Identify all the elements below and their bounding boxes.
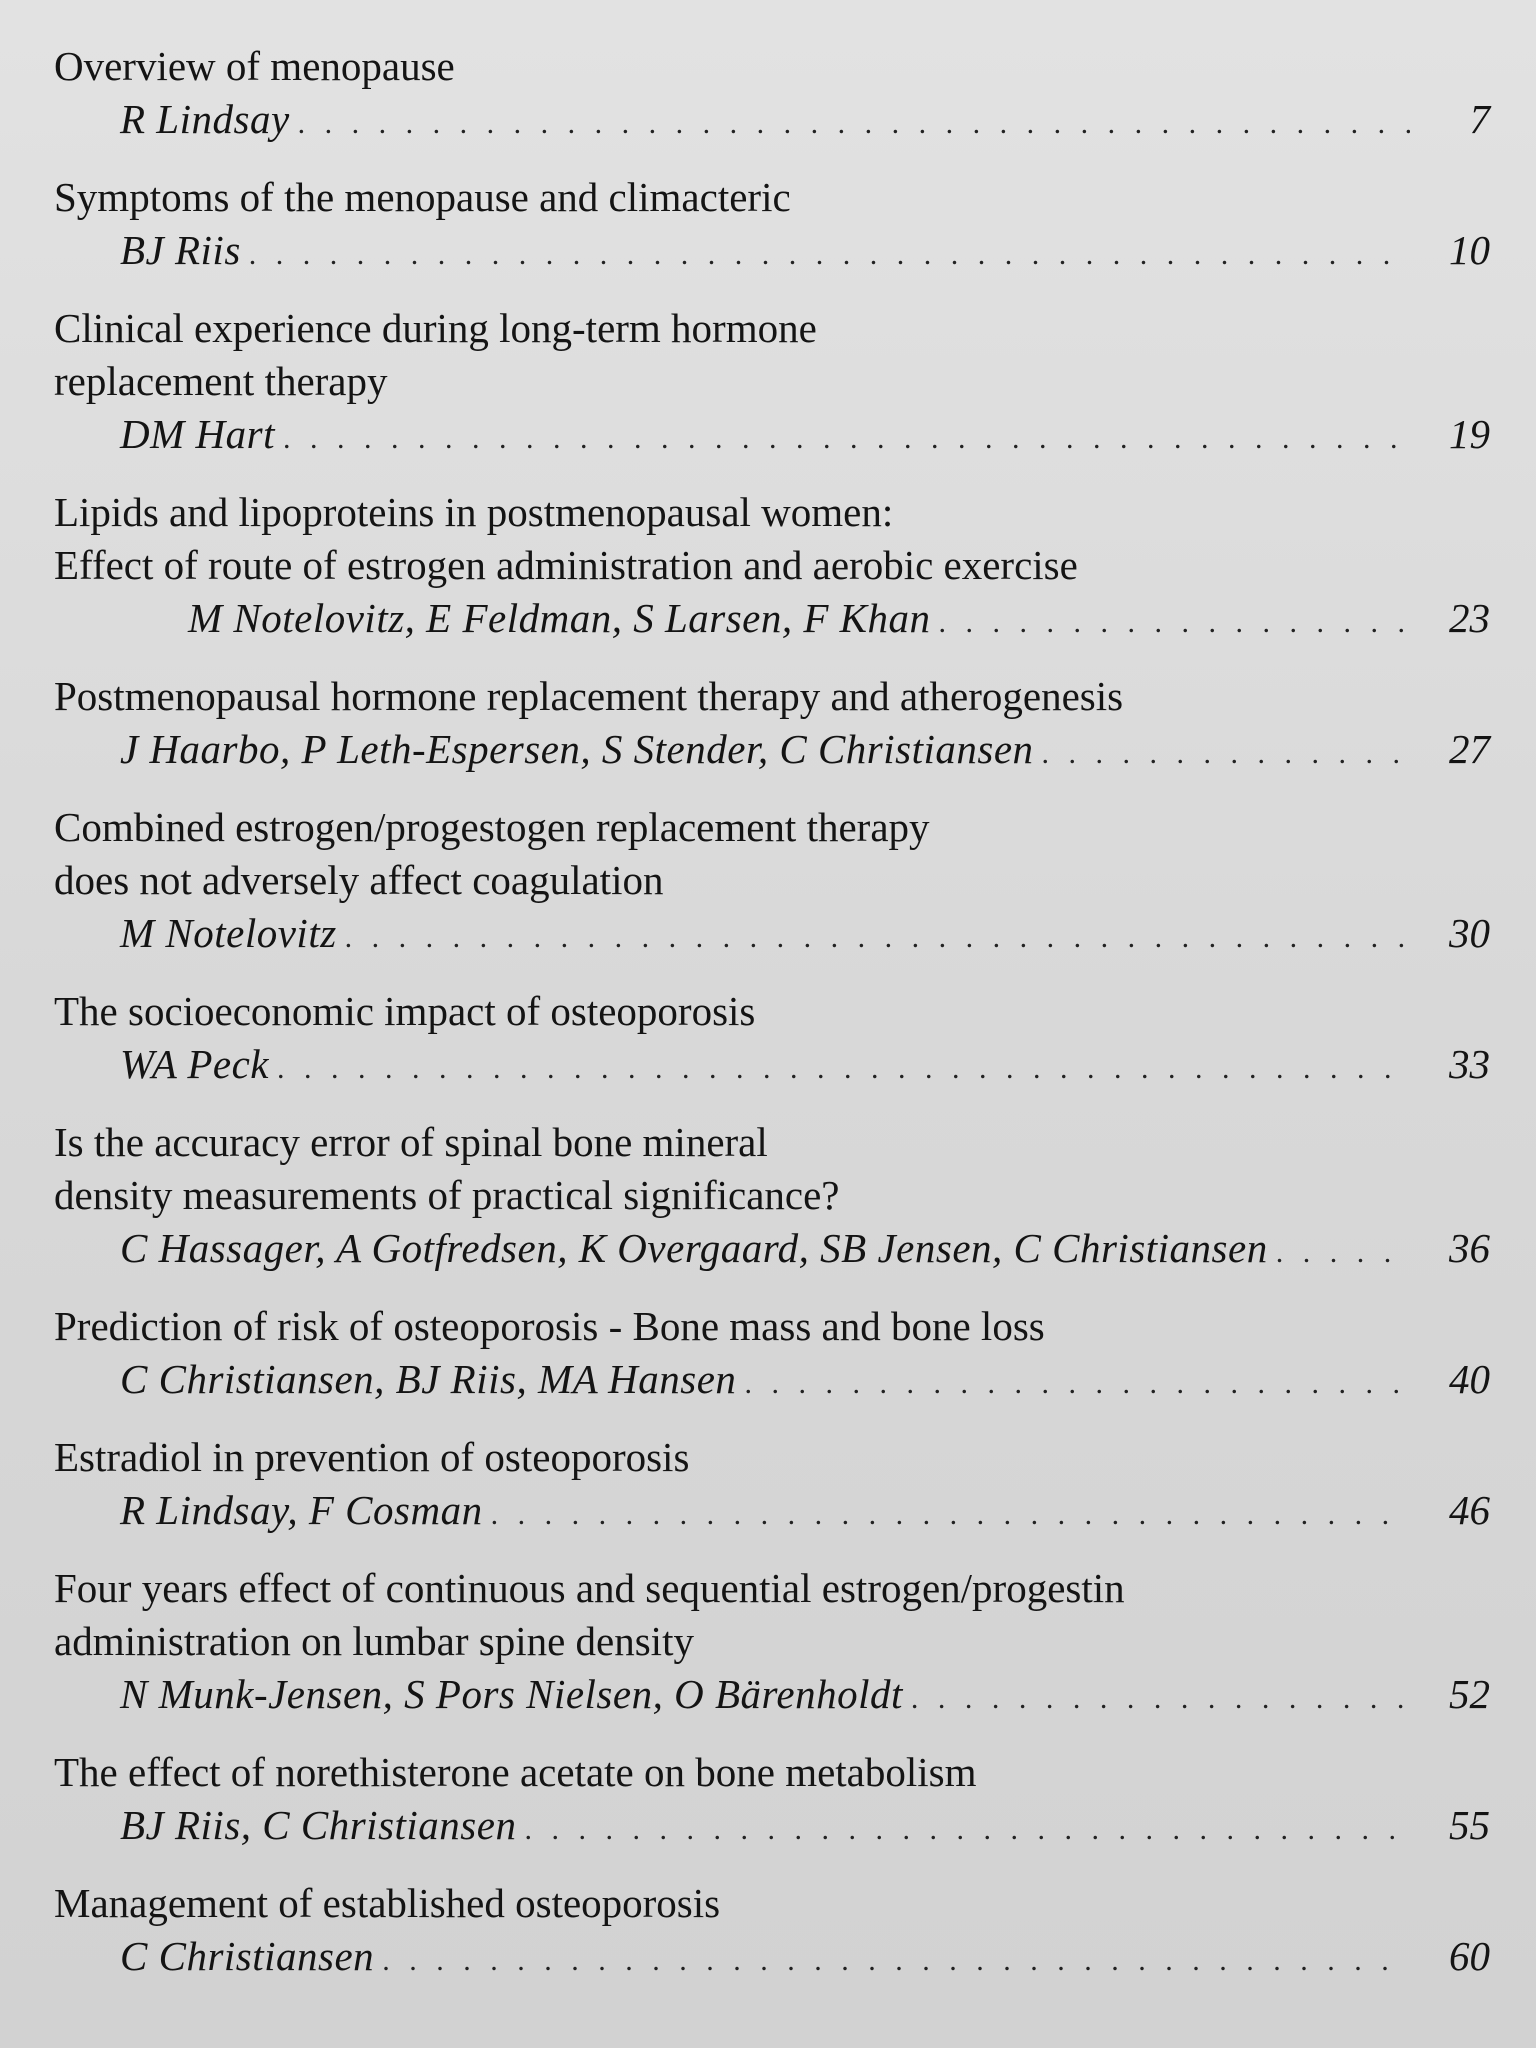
- page-number: 36: [1449, 1225, 1490, 1271]
- entry-title: does not adversely affect coagulation: [54, 857, 664, 903]
- toc-entry: [54, 1746, 1494, 1852]
- entry-authors: N Munk-Jensen, S Pors Nielsen, O Bärenholdt: [120, 1671, 903, 1717]
- toc-entry: [54, 1116, 1494, 1275]
- entry-title: Effect of route of estrogen administration and aerobic exercise: [54, 542, 1078, 588]
- toc-entry: [54, 1562, 1494, 1721]
- page-number: 30: [1449, 910, 1490, 956]
- author-row: [54, 1930, 1494, 1983]
- page-number: 10: [1449, 227, 1490, 273]
- page-number: 27: [1449, 726, 1490, 772]
- page-number: 19: [1449, 411, 1490, 457]
- entry-authors: C Christiansen, BJ Riis, MA Hansen: [120, 1356, 737, 1402]
- entry-title: Combined estrogen/progestogen replacement therapy: [54, 804, 930, 850]
- toc-entry: [54, 670, 1494, 776]
- entry-title: Clinical experience during long-term hormone: [54, 305, 817, 351]
- entry-authors: BJ Riis, C Christiansen: [120, 1802, 517, 1848]
- page-number: 52: [1449, 1671, 1490, 1717]
- author-row: [54, 723, 1494, 776]
- entry-title: density measurements of practical significance?: [54, 1172, 840, 1218]
- dot-leader: [1042, 727, 1410, 780]
- entry-authors: BJ Riis: [120, 227, 241, 273]
- page-number: 55: [1449, 1802, 1490, 1848]
- toc-entry: [54, 1431, 1494, 1537]
- author-row: [54, 1668, 1494, 1721]
- toc-entry: [54, 1300, 1494, 1406]
- dot-leader: [1276, 1226, 1410, 1279]
- entry-title: replacement therapy: [54, 358, 388, 404]
- dot-leader: [911, 1672, 1410, 1725]
- dot-leader: [939, 596, 1410, 649]
- toc-entry: [54, 486, 1494, 645]
- entry-authors: C Hassager, A Gotfredsen, K Overgaard, SB Jensen, C Christiansen: [120, 1225, 1268, 1271]
- entry-title: The socioeconomic impact of osteoporosis: [54, 988, 756, 1034]
- toc-entry: [54, 1877, 1494, 1983]
- entry-authors: WA Peck: [120, 1041, 269, 1087]
- entry-title: Is the accuracy error of spinal bone mineral: [54, 1119, 768, 1165]
- table-of-contents: [54, 40, 1494, 2008]
- author-row: [54, 1038, 1494, 1091]
- page-number: 40: [1449, 1356, 1490, 1402]
- page-number: 33: [1449, 1041, 1490, 1087]
- entry-title: Estradiol in prevention of osteoporosis: [54, 1434, 690, 1480]
- entry-title: Lipids and lipoproteins in postmenopausal women:: [54, 489, 894, 535]
- entry-authors: R Lindsay, F Cosman: [120, 1487, 483, 1533]
- entry-authors: R Lindsay: [120, 96, 290, 142]
- page-number: 60: [1449, 1933, 1490, 1979]
- entry-title: Prediction of risk of osteoporosis - Bone mass and bone loss: [54, 1303, 1045, 1349]
- toc-entry: [54, 302, 1494, 461]
- author-row: [54, 592, 1494, 645]
- toc-entry: [54, 801, 1494, 960]
- dot-leader: [744, 1357, 1410, 1410]
- entry-title: Four years effect of continuous and sequential estrogen/progestin: [54, 1565, 1125, 1611]
- dot-leader: [491, 1488, 1410, 1541]
- entry-title: administration on lumbar spine density: [54, 1618, 694, 1664]
- entry-authors: J Haarbo, P Leth-Espersen, S Stender, C Christiansen: [120, 726, 1034, 772]
- toc-entry: [54, 40, 1494, 146]
- dot-leader: [345, 911, 1410, 964]
- author-row: [54, 1222, 1494, 1275]
- entry-authors: C Christiansen: [120, 1933, 375, 1979]
- dot-leader: [249, 228, 1410, 281]
- dot-leader: [277, 1042, 1410, 1095]
- entry-title: Symptoms of the menopause and climacteric: [54, 174, 791, 220]
- toc-entry: [54, 171, 1494, 277]
- author-row: [54, 1484, 1494, 1537]
- page-number: 7: [1469, 96, 1490, 142]
- entry-title: Postmenopausal hormone replacement therapy and atherogenesis: [54, 673, 1124, 719]
- entry-title: Overview of menopause: [54, 43, 455, 89]
- entry-title: The effect of norethisterone acetate on bone metabolism: [54, 1749, 977, 1795]
- dot-leader: [524, 1803, 1410, 1856]
- dot-leader: [298, 97, 1410, 150]
- entry-authors: M Notelovitz, E Feldman, S Larsen, F Khan: [188, 595, 931, 641]
- entry-authors: DM Hart: [120, 411, 275, 457]
- author-row: [54, 224, 1494, 277]
- entry-title: Management of established osteoporosis: [54, 1880, 721, 1926]
- page-number: 23: [1449, 595, 1490, 641]
- author-row: [54, 93, 1494, 146]
- dot-leader: [382, 1934, 1410, 1987]
- entry-authors: M Notelovitz: [120, 910, 337, 956]
- page-number: 46: [1449, 1487, 1490, 1533]
- dot-leader: [283, 412, 1410, 465]
- author-row: [54, 1353, 1494, 1406]
- author-row: [54, 1799, 1494, 1852]
- author-row: [54, 907, 1494, 960]
- toc-entry: [54, 985, 1494, 1091]
- author-row: [54, 408, 1494, 461]
